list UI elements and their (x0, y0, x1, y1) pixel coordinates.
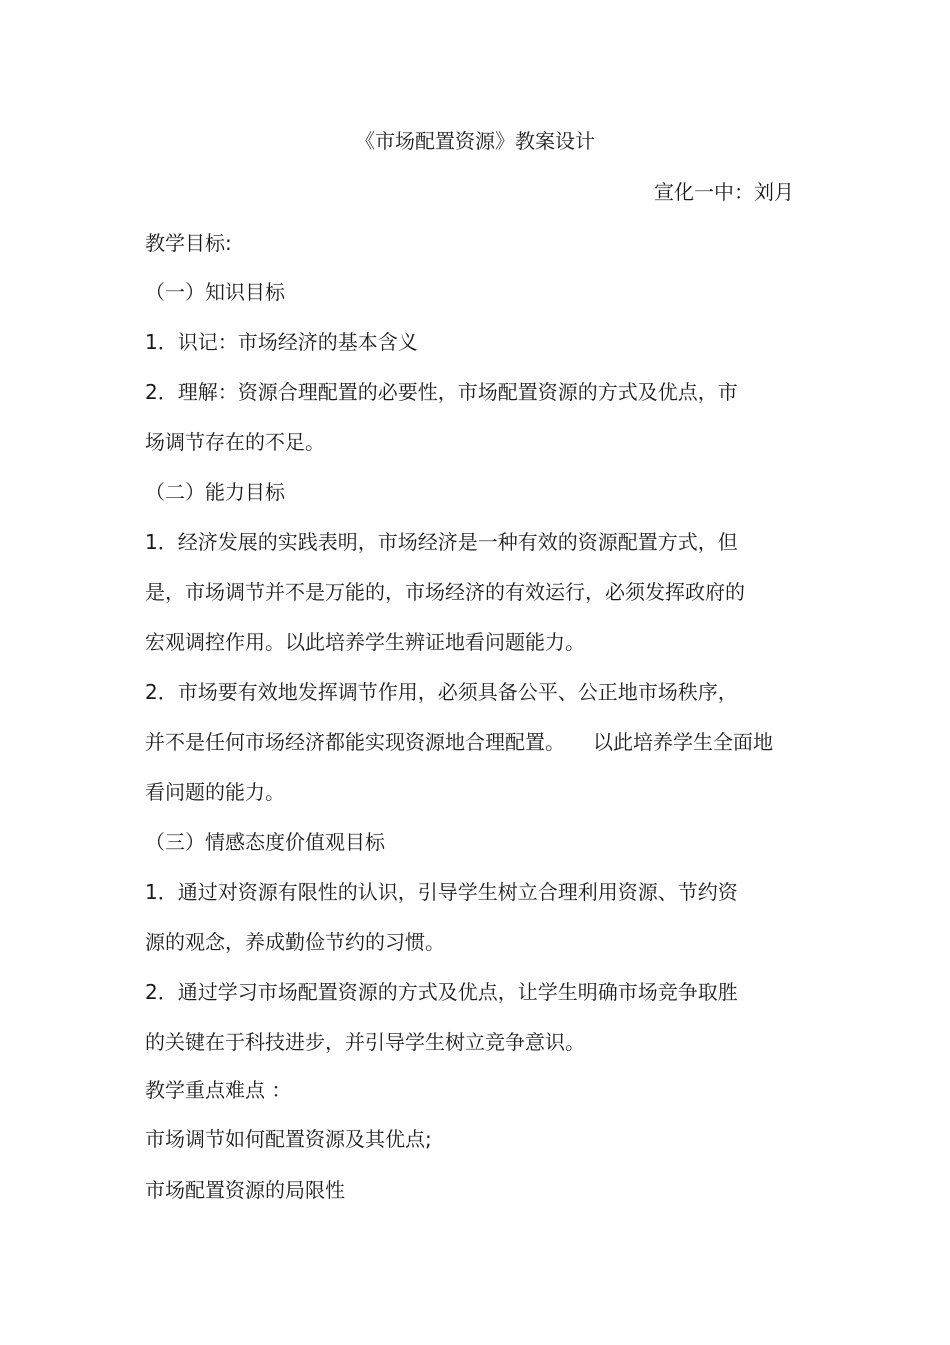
ability-item-2-line-3: 看问题的能力。 (145, 780, 285, 804)
knowledge-heading: （一）知识目标 (145, 280, 285, 304)
emotion-item-2-line-2: 的关键在于科技进步，并引导学生树立竞争意识。 (145, 1030, 585, 1054)
ability-item-2-line-2 (145, 727, 773, 757)
document-author: 宣化一中：刘月 (654, 180, 794, 204)
emotion-item-2-line-1: 2．通过学习市场配置资源的方式及优点，让学生明确市场竞争取胜 (145, 980, 738, 1004)
emotion-heading: （三）情感态度价值观目标 (145, 830, 385, 854)
ability-item-2-line-2-part-b: 以此培养学生全面地 (593, 730, 773, 754)
ability-item-2-line-2-part-a: 并不是任何市场经济都能实现资源地合理配置。 (145, 730, 565, 754)
key-point-2: 市场配置资源的局限性 (145, 1178, 345, 1202)
ability-item-1-line-1: 1．经济发展的实践表明，市场经济是一种有效的资源配置方式，但 (145, 530, 738, 554)
emotion-item-1-line-2: 源的观念，养成勤俭节约的习惯。 (145, 930, 445, 954)
knowledge-item-1: 1．识记：市场经济的基本含义 (145, 330, 418, 354)
document-title: 《市场配置资源》教案设计 (355, 129, 595, 153)
objectives-heading: 教学目标: (145, 231, 232, 255)
ability-item-2-line-1: 2．市场要有效地发挥调节作用，必须具备公平、公正地市场秩序， (145, 680, 738, 704)
emotion-item-1-line-1: 1．通过对资源有限性的认识，引导学生树立合理利用资源、节约资 (145, 880, 738, 904)
ability-item-1-line-2: 是，市场调节并不是万能的，市场经济的有效运行，必须发挥政府的 (145, 580, 745, 604)
key-points-heading: 教学重点难点 ： (145, 1078, 292, 1102)
ability-item-1-line-3: 宏观调控作用。以此培养学生辨证地看问题能力。 (145, 630, 585, 654)
key-point-1: 市场调节如何配置资源及其优点; (145, 1127, 432, 1151)
knowledge-item-2-line-1: 2．理解：资源合理配置的必要性，市场配置资源的方式及优点，市 (145, 380, 738, 404)
ability-heading: （二）能力目标 (145, 480, 285, 504)
knowledge-item-2-line-2: 场调节存在的不足。 (145, 430, 325, 454)
